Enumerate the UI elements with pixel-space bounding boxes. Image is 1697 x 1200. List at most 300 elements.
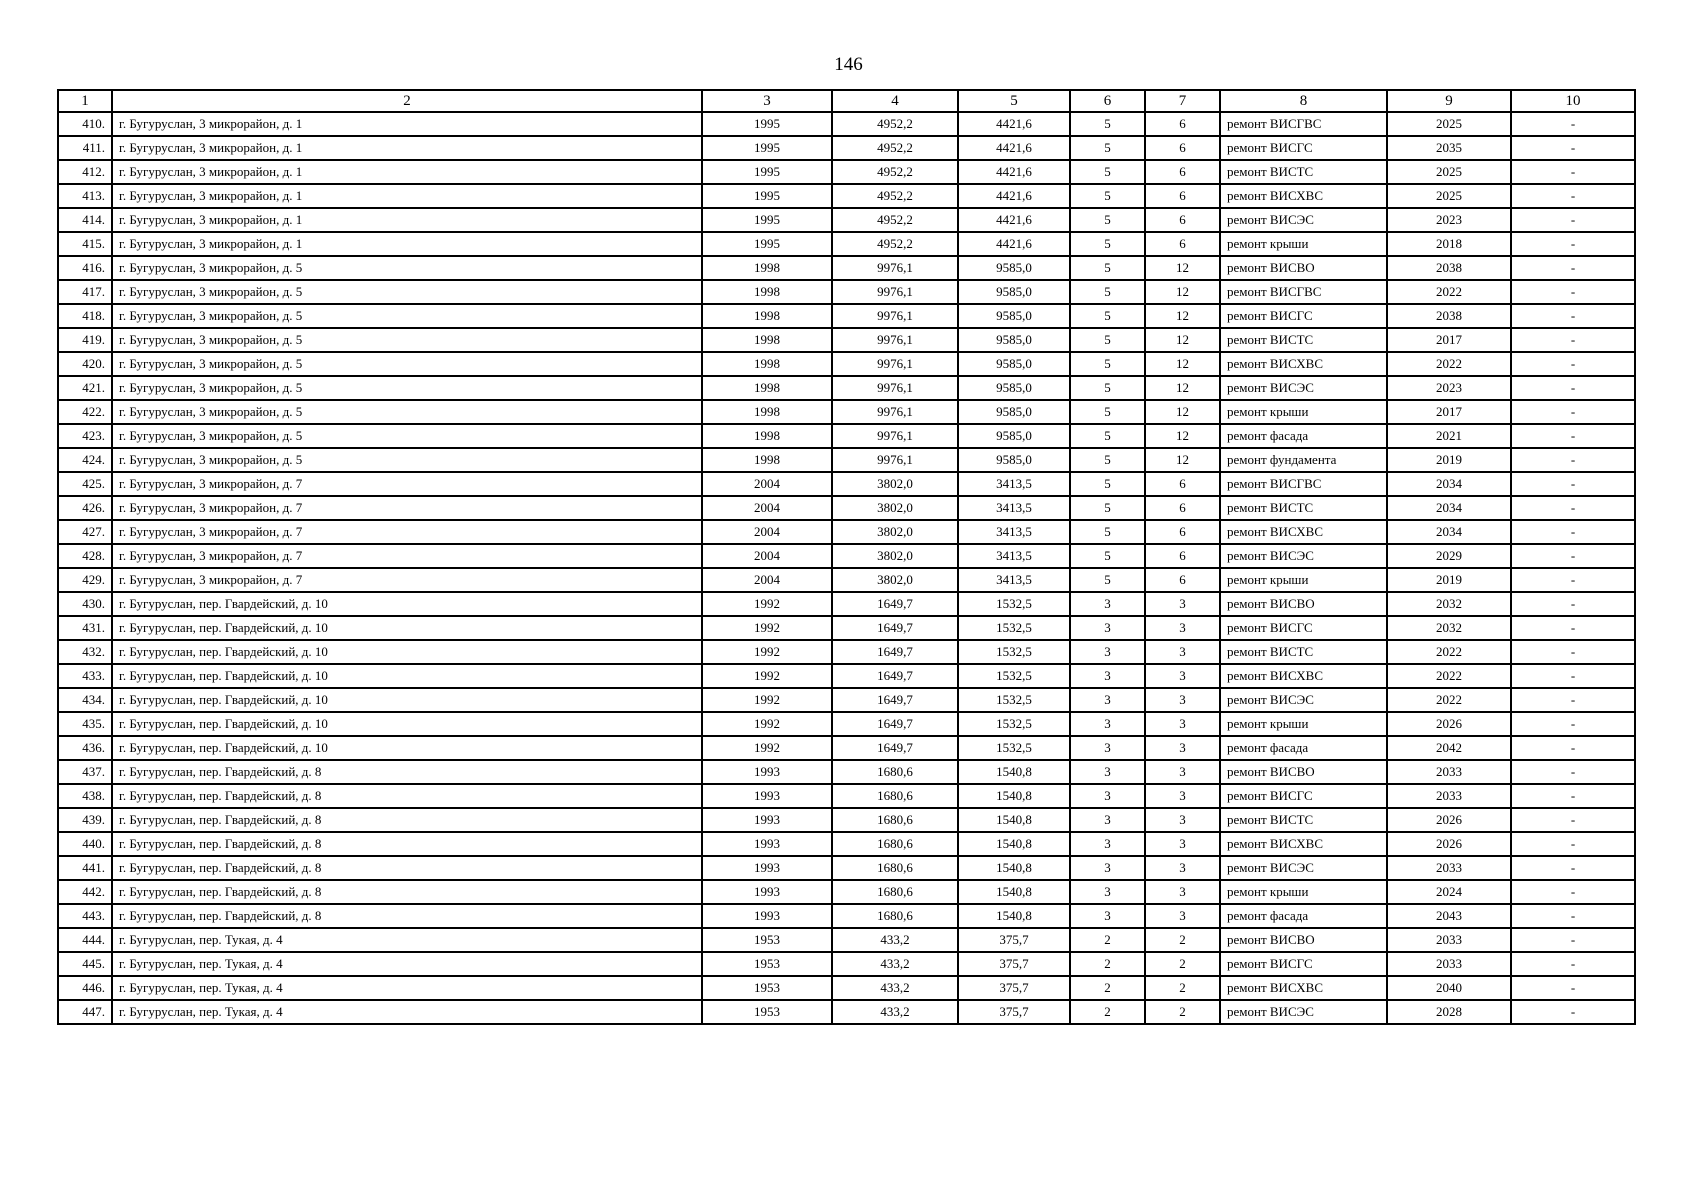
total-area-cell: 3802,0 bbox=[832, 520, 958, 544]
living-area-cell: 1532,5 bbox=[958, 616, 1070, 640]
living-area-cell: 3413,5 bbox=[958, 520, 1070, 544]
address-cell: г. Бугуруслан, пер. Гвардейский, д. 8 bbox=[112, 808, 702, 832]
living-area-cell: 9585,0 bbox=[958, 256, 1070, 280]
table-row bbox=[58, 160, 1635, 184]
row-number-cell: 425. bbox=[58, 472, 112, 496]
entrances-cell: 3 bbox=[1145, 616, 1220, 640]
floors-cell: 3 bbox=[1070, 592, 1145, 616]
work-type-cell: ремонт ВИСТС bbox=[1220, 160, 1387, 184]
table-row bbox=[58, 424, 1635, 448]
work-type-cell: ремонт ВИСЭС bbox=[1220, 688, 1387, 712]
table-row bbox=[58, 760, 1635, 784]
column-header: 10 bbox=[1511, 90, 1635, 112]
total-area-cell: 1649,7 bbox=[832, 688, 958, 712]
note-cell: - bbox=[1511, 880, 1635, 904]
planned-year-cell: 2025 bbox=[1387, 184, 1511, 208]
floors-cell: 5 bbox=[1070, 352, 1145, 376]
living-area-cell: 1532,5 bbox=[958, 640, 1070, 664]
total-area-cell: 1680,6 bbox=[832, 784, 958, 808]
floors-cell: 5 bbox=[1070, 400, 1145, 424]
total-area-cell: 4952,2 bbox=[832, 208, 958, 232]
year-cell: 1995 bbox=[702, 160, 832, 184]
work-type-cell: ремонт фасада bbox=[1220, 736, 1387, 760]
year-cell: 1998 bbox=[702, 280, 832, 304]
table-row bbox=[58, 520, 1635, 544]
entrances-cell: 12 bbox=[1145, 424, 1220, 448]
planned-year-cell: 2034 bbox=[1387, 520, 1511, 544]
floors-cell: 5 bbox=[1070, 208, 1145, 232]
floors-cell: 5 bbox=[1070, 448, 1145, 472]
year-cell: 1998 bbox=[702, 448, 832, 472]
planned-year-cell: 2026 bbox=[1387, 712, 1511, 736]
address-cell: г. Бугуруслан, 3 микрорайон, д. 1 bbox=[112, 232, 702, 256]
note-cell: - bbox=[1511, 904, 1635, 928]
total-area-cell: 9976,1 bbox=[832, 328, 958, 352]
work-type-cell: ремонт фасада bbox=[1220, 904, 1387, 928]
row-number-cell: 443. bbox=[58, 904, 112, 928]
year-cell: 1998 bbox=[702, 424, 832, 448]
year-cell: 1995 bbox=[702, 112, 832, 136]
floors-cell: 5 bbox=[1070, 256, 1145, 280]
address-cell: г. Бугуруслан, пер. Гвардейский, д. 8 bbox=[112, 904, 702, 928]
row-number-cell: 413. bbox=[58, 184, 112, 208]
note-cell: - bbox=[1511, 136, 1635, 160]
planned-year-cell: 2023 bbox=[1387, 208, 1511, 232]
address-cell: г. Бугуруслан, пер. Гвардейский, д. 10 bbox=[112, 616, 702, 640]
floors-cell: 5 bbox=[1070, 280, 1145, 304]
living-area-cell: 375,7 bbox=[958, 1000, 1070, 1024]
living-area-cell: 1540,8 bbox=[958, 832, 1070, 856]
work-type-cell: ремонт ВИСХВС bbox=[1220, 352, 1387, 376]
note-cell: - bbox=[1511, 160, 1635, 184]
address-cell: г. Бугуруслан, пер. Гвардейский, д. 8 bbox=[112, 760, 702, 784]
floors-cell: 5 bbox=[1070, 544, 1145, 568]
entrances-cell: 12 bbox=[1145, 400, 1220, 424]
planned-year-cell: 2022 bbox=[1387, 664, 1511, 688]
planned-year-cell: 2033 bbox=[1387, 928, 1511, 952]
year-cell: 2004 bbox=[702, 472, 832, 496]
floors-cell: 5 bbox=[1070, 136, 1145, 160]
work-type-cell: ремонт ВИСГВС bbox=[1220, 280, 1387, 304]
work-type-cell: ремонт крыши bbox=[1220, 568, 1387, 592]
note-cell: - bbox=[1511, 592, 1635, 616]
entrances-cell: 2 bbox=[1145, 952, 1220, 976]
address-cell: г. Бугуруслан, 3 микрорайон, д. 1 bbox=[112, 208, 702, 232]
floors-cell: 3 bbox=[1070, 736, 1145, 760]
row-number-cell: 441. bbox=[58, 856, 112, 880]
floors-cell: 5 bbox=[1070, 520, 1145, 544]
living-area-cell: 9585,0 bbox=[958, 352, 1070, 376]
work-type-cell: ремонт фасада bbox=[1220, 424, 1387, 448]
work-type-cell: ремонт ВИСГВС bbox=[1220, 112, 1387, 136]
note-cell: - bbox=[1511, 376, 1635, 400]
total-area-cell: 3802,0 bbox=[832, 496, 958, 520]
work-type-cell: ремонт ВИСГС bbox=[1220, 136, 1387, 160]
total-area-cell: 433,2 bbox=[832, 976, 958, 1000]
living-area-cell: 4421,6 bbox=[958, 160, 1070, 184]
note-cell: - bbox=[1511, 784, 1635, 808]
entrances-cell: 6 bbox=[1145, 184, 1220, 208]
row-number-cell: 414. bbox=[58, 208, 112, 232]
note-cell: - bbox=[1511, 616, 1635, 640]
note-cell: - bbox=[1511, 1000, 1635, 1024]
address-cell: г. Бугуруслан, 3 микрорайон, д. 5 bbox=[112, 376, 702, 400]
repair-schedule-table bbox=[57, 89, 1636, 1025]
floors-cell: 5 bbox=[1070, 568, 1145, 592]
work-type-cell: ремонт ВИСЭС bbox=[1220, 208, 1387, 232]
living-area-cell: 4421,6 bbox=[958, 208, 1070, 232]
work-type-cell: ремонт ВИСГС bbox=[1220, 952, 1387, 976]
entrances-cell: 2 bbox=[1145, 976, 1220, 1000]
entrances-cell: 6 bbox=[1145, 496, 1220, 520]
note-cell: - bbox=[1511, 544, 1635, 568]
work-type-cell: ремонт крыши bbox=[1220, 712, 1387, 736]
table-row bbox=[58, 448, 1635, 472]
living-area-cell: 9585,0 bbox=[958, 304, 1070, 328]
note-cell: - bbox=[1511, 976, 1635, 1000]
total-area-cell: 1680,6 bbox=[832, 760, 958, 784]
total-area-cell: 9976,1 bbox=[832, 424, 958, 448]
column-number-row bbox=[58, 90, 1635, 112]
work-type-cell: ремонт крыши bbox=[1220, 400, 1387, 424]
total-area-cell: 3802,0 bbox=[832, 544, 958, 568]
table-row bbox=[58, 184, 1635, 208]
floors-cell: 3 bbox=[1070, 712, 1145, 736]
floors-cell: 3 bbox=[1070, 640, 1145, 664]
column-header: 1 bbox=[58, 90, 112, 112]
floors-cell: 5 bbox=[1070, 304, 1145, 328]
planned-year-cell: 2022 bbox=[1387, 688, 1511, 712]
table-row bbox=[58, 1000, 1635, 1024]
row-number-cell: 417. bbox=[58, 280, 112, 304]
entrances-cell: 3 bbox=[1145, 856, 1220, 880]
total-area-cell: 9976,1 bbox=[832, 280, 958, 304]
table-row bbox=[58, 688, 1635, 712]
planned-year-cell: 2034 bbox=[1387, 496, 1511, 520]
year-cell: 1998 bbox=[702, 376, 832, 400]
work-type-cell: ремонт ВИСЭС bbox=[1220, 376, 1387, 400]
work-type-cell: ремонт ВИСВО bbox=[1220, 928, 1387, 952]
table-row bbox=[58, 136, 1635, 160]
floors-cell: 5 bbox=[1070, 160, 1145, 184]
year-cell: 1998 bbox=[702, 400, 832, 424]
planned-year-cell: 2017 bbox=[1387, 400, 1511, 424]
year-cell: 1998 bbox=[702, 304, 832, 328]
total-area-cell: 9976,1 bbox=[832, 304, 958, 328]
work-type-cell: ремонт ВИСТС bbox=[1220, 808, 1387, 832]
total-area-cell: 9976,1 bbox=[832, 256, 958, 280]
table-row bbox=[58, 952, 1635, 976]
address-cell: г. Бугуруслан, 3 микрорайон, д. 1 bbox=[112, 184, 702, 208]
address-cell: г. Бугуруслан, пер. Гвардейский, д. 10 bbox=[112, 736, 702, 760]
living-area-cell: 9585,0 bbox=[958, 448, 1070, 472]
entrances-cell: 3 bbox=[1145, 808, 1220, 832]
address-cell: г. Бугуруслан, 3 микрорайон, д. 5 bbox=[112, 400, 702, 424]
row-number-cell: 446. bbox=[58, 976, 112, 1000]
total-area-cell: 1649,7 bbox=[832, 592, 958, 616]
floors-cell: 3 bbox=[1070, 616, 1145, 640]
address-cell: г. Бугуруслан, пер. Гвардейский, д. 10 bbox=[112, 640, 702, 664]
planned-year-cell: 2029 bbox=[1387, 544, 1511, 568]
table-row bbox=[58, 592, 1635, 616]
table-row bbox=[58, 328, 1635, 352]
total-area-cell: 4952,2 bbox=[832, 184, 958, 208]
floors-cell: 5 bbox=[1070, 472, 1145, 496]
planned-year-cell: 2033 bbox=[1387, 952, 1511, 976]
address-cell: г. Бугуруслан, 3 микрорайон, д. 7 bbox=[112, 544, 702, 568]
year-cell: 2004 bbox=[702, 496, 832, 520]
entrances-cell: 3 bbox=[1145, 880, 1220, 904]
note-cell: - bbox=[1511, 640, 1635, 664]
address-cell: г. Бугуруслан, пер. Гвардейский, д. 10 bbox=[112, 688, 702, 712]
floors-cell: 3 bbox=[1070, 688, 1145, 712]
floors-cell: 5 bbox=[1070, 424, 1145, 448]
column-header: 6 bbox=[1070, 90, 1145, 112]
table-row bbox=[58, 616, 1635, 640]
year-cell: 1995 bbox=[702, 184, 832, 208]
address-cell: г. Бугуруслан, 3 микрорайон, д. 5 bbox=[112, 256, 702, 280]
living-area-cell: 3413,5 bbox=[958, 472, 1070, 496]
row-number-cell: 412. bbox=[58, 160, 112, 184]
row-number-cell: 429. bbox=[58, 568, 112, 592]
total-area-cell: 1649,7 bbox=[832, 664, 958, 688]
work-type-cell: ремонт крыши bbox=[1220, 880, 1387, 904]
row-number-cell: 424. bbox=[58, 448, 112, 472]
table-row bbox=[58, 304, 1635, 328]
total-area-cell: 433,2 bbox=[832, 1000, 958, 1024]
year-cell: 1993 bbox=[702, 808, 832, 832]
note-cell: - bbox=[1511, 232, 1635, 256]
row-number-cell: 432. bbox=[58, 640, 112, 664]
planned-year-cell: 2022 bbox=[1387, 640, 1511, 664]
note-cell: - bbox=[1511, 688, 1635, 712]
row-number-cell: 444. bbox=[58, 928, 112, 952]
note-cell: - bbox=[1511, 184, 1635, 208]
planned-year-cell: 2042 bbox=[1387, 736, 1511, 760]
floors-cell: 5 bbox=[1070, 328, 1145, 352]
year-cell: 1993 bbox=[702, 856, 832, 880]
table-row bbox=[58, 832, 1635, 856]
year-cell: 1998 bbox=[702, 256, 832, 280]
floors-cell: 3 bbox=[1070, 664, 1145, 688]
row-number-cell: 434. bbox=[58, 688, 112, 712]
address-cell: г. Бугуруслан, пер. Гвардейский, д. 8 bbox=[112, 880, 702, 904]
table-row bbox=[58, 568, 1635, 592]
work-type-cell: ремонт ВИСГС bbox=[1220, 616, 1387, 640]
table-row bbox=[58, 112, 1635, 136]
planned-year-cell: 2025 bbox=[1387, 160, 1511, 184]
entrances-cell: 6 bbox=[1145, 472, 1220, 496]
work-type-cell: ремонт ВИСТС bbox=[1220, 640, 1387, 664]
address-cell: г. Бугуруслан, пер. Тукая, д. 4 bbox=[112, 928, 702, 952]
table-row bbox=[58, 496, 1635, 520]
total-area-cell: 9976,1 bbox=[832, 352, 958, 376]
planned-year-cell: 2018 bbox=[1387, 232, 1511, 256]
living-area-cell: 9585,0 bbox=[958, 280, 1070, 304]
floors-cell: 5 bbox=[1070, 376, 1145, 400]
row-number-cell: 447. bbox=[58, 1000, 112, 1024]
row-number-cell: 440. bbox=[58, 832, 112, 856]
row-number-cell: 415. bbox=[58, 232, 112, 256]
note-cell: - bbox=[1511, 928, 1635, 952]
table-row bbox=[58, 736, 1635, 760]
planned-year-cell: 2019 bbox=[1387, 568, 1511, 592]
year-cell: 1993 bbox=[702, 832, 832, 856]
entrances-cell: 3 bbox=[1145, 784, 1220, 808]
entrances-cell: 12 bbox=[1145, 448, 1220, 472]
work-type-cell: ремонт ВИСВО bbox=[1220, 592, 1387, 616]
floors-cell: 3 bbox=[1070, 904, 1145, 928]
note-cell: - bbox=[1511, 808, 1635, 832]
entrances-cell: 3 bbox=[1145, 904, 1220, 928]
table-row bbox=[58, 856, 1635, 880]
total-area-cell: 3802,0 bbox=[832, 568, 958, 592]
note-cell: - bbox=[1511, 304, 1635, 328]
year-cell: 1998 bbox=[702, 352, 832, 376]
note-cell: - bbox=[1511, 400, 1635, 424]
floors-cell: 3 bbox=[1070, 784, 1145, 808]
planned-year-cell: 2021 bbox=[1387, 424, 1511, 448]
work-type-cell: ремонт ВИСВО bbox=[1220, 256, 1387, 280]
row-number-cell: 439. bbox=[58, 808, 112, 832]
column-header: 8 bbox=[1220, 90, 1387, 112]
note-cell: - bbox=[1511, 736, 1635, 760]
year-cell: 1993 bbox=[702, 784, 832, 808]
year-cell: 2004 bbox=[702, 520, 832, 544]
living-area-cell: 4421,6 bbox=[958, 136, 1070, 160]
planned-year-cell: 2026 bbox=[1387, 808, 1511, 832]
note-cell: - bbox=[1511, 496, 1635, 520]
living-area-cell: 1532,5 bbox=[958, 712, 1070, 736]
note-cell: - bbox=[1511, 112, 1635, 136]
entrances-cell: 2 bbox=[1145, 1000, 1220, 1024]
address-cell: г. Бугуруслан, 3 микрорайон, д. 7 bbox=[112, 568, 702, 592]
living-area-cell: 1540,8 bbox=[958, 856, 1070, 880]
row-number-cell: 422. bbox=[58, 400, 112, 424]
note-cell: - bbox=[1511, 568, 1635, 592]
floors-cell: 5 bbox=[1070, 496, 1145, 520]
living-area-cell: 1532,5 bbox=[958, 736, 1070, 760]
note-cell: - bbox=[1511, 664, 1635, 688]
work-type-cell: ремонт фундамента bbox=[1220, 448, 1387, 472]
address-cell: г. Бугуруслан, пер. Гвардейский, д. 10 bbox=[112, 592, 702, 616]
note-cell: - bbox=[1511, 472, 1635, 496]
entrances-cell: 6 bbox=[1145, 208, 1220, 232]
entrances-cell: 6 bbox=[1145, 136, 1220, 160]
address-cell: г. Бугуруслан, пер. Гвардейский, д. 8 bbox=[112, 856, 702, 880]
note-cell: - bbox=[1511, 256, 1635, 280]
table-row bbox=[58, 928, 1635, 952]
note-cell: - bbox=[1511, 760, 1635, 784]
year-cell: 2004 bbox=[702, 544, 832, 568]
table-row bbox=[58, 472, 1635, 496]
planned-year-cell: 2022 bbox=[1387, 280, 1511, 304]
entrances-cell: 6 bbox=[1145, 568, 1220, 592]
entrances-cell: 12 bbox=[1145, 376, 1220, 400]
year-cell: 1992 bbox=[702, 640, 832, 664]
entrances-cell: 2 bbox=[1145, 928, 1220, 952]
note-cell: - bbox=[1511, 208, 1635, 232]
year-cell: 1953 bbox=[702, 976, 832, 1000]
entrances-cell: 3 bbox=[1145, 592, 1220, 616]
total-area-cell: 1649,7 bbox=[832, 712, 958, 736]
table-body bbox=[58, 112, 1635, 1024]
row-number-cell: 420. bbox=[58, 352, 112, 376]
floors-cell: 5 bbox=[1070, 232, 1145, 256]
address-cell: г. Бугуруслан, 3 микрорайон, д. 5 bbox=[112, 424, 702, 448]
row-number-cell: 428. bbox=[58, 544, 112, 568]
row-number-cell: 442. bbox=[58, 880, 112, 904]
row-number-cell: 411. bbox=[58, 136, 112, 160]
entrances-cell: 12 bbox=[1145, 352, 1220, 376]
floors-cell: 2 bbox=[1070, 1000, 1145, 1024]
table-row bbox=[58, 880, 1635, 904]
floors-cell: 3 bbox=[1070, 856, 1145, 880]
planned-year-cell: 2017 bbox=[1387, 328, 1511, 352]
floors-cell: 3 bbox=[1070, 808, 1145, 832]
living-area-cell: 9585,0 bbox=[958, 376, 1070, 400]
table-row bbox=[58, 376, 1635, 400]
year-cell: 1992 bbox=[702, 664, 832, 688]
table-row bbox=[58, 256, 1635, 280]
work-type-cell: ремонт ВИСВО bbox=[1220, 760, 1387, 784]
living-area-cell: 1540,8 bbox=[958, 784, 1070, 808]
living-area-cell: 1540,8 bbox=[958, 880, 1070, 904]
planned-year-cell: 2040 bbox=[1387, 976, 1511, 1000]
planned-year-cell: 2033 bbox=[1387, 760, 1511, 784]
total-area-cell: 1680,6 bbox=[832, 904, 958, 928]
work-type-cell: ремонт ВИСГС bbox=[1220, 784, 1387, 808]
living-area-cell: 1532,5 bbox=[958, 688, 1070, 712]
planned-year-cell: 2043 bbox=[1387, 904, 1511, 928]
work-type-cell: ремонт ВИСТС bbox=[1220, 328, 1387, 352]
entrances-cell: 3 bbox=[1145, 760, 1220, 784]
entrances-cell: 12 bbox=[1145, 256, 1220, 280]
table-row bbox=[58, 232, 1635, 256]
entrances-cell: 12 bbox=[1145, 304, 1220, 328]
address-cell: г. Бугуруслан, 3 микрорайон, д. 7 bbox=[112, 520, 702, 544]
table-row bbox=[58, 544, 1635, 568]
note-cell: - bbox=[1511, 280, 1635, 304]
living-area-cell: 375,7 bbox=[958, 952, 1070, 976]
note-cell: - bbox=[1511, 424, 1635, 448]
total-area-cell: 4952,2 bbox=[832, 112, 958, 136]
planned-year-cell: 2032 bbox=[1387, 616, 1511, 640]
total-area-cell: 4952,2 bbox=[832, 136, 958, 160]
row-number-cell: 421. bbox=[58, 376, 112, 400]
address-cell: г. Бугуруслан, пер. Гвардейский, д. 10 bbox=[112, 664, 702, 688]
work-type-cell: ремонт ВИСХВС bbox=[1220, 184, 1387, 208]
address-cell: г. Бугуруслан, 3 микрорайон, д. 5 bbox=[112, 304, 702, 328]
column-header: 2 bbox=[112, 90, 702, 112]
living-area-cell: 9585,0 bbox=[958, 424, 1070, 448]
planned-year-cell: 2025 bbox=[1387, 112, 1511, 136]
entrances-cell: 6 bbox=[1145, 544, 1220, 568]
floors-cell: 3 bbox=[1070, 760, 1145, 784]
total-area-cell: 1680,6 bbox=[832, 808, 958, 832]
table-row bbox=[58, 784, 1635, 808]
living-area-cell: 4421,6 bbox=[958, 184, 1070, 208]
year-cell: 1992 bbox=[702, 688, 832, 712]
address-cell: г. Бугуруслан, пер. Гвардейский, д. 8 bbox=[112, 784, 702, 808]
address-cell: г. Бугуруслан, 3 микрорайон, д. 1 bbox=[112, 112, 702, 136]
living-area-cell: 375,7 bbox=[958, 928, 1070, 952]
row-number-cell: 430. bbox=[58, 592, 112, 616]
planned-year-cell: 2038 bbox=[1387, 256, 1511, 280]
entrances-cell: 3 bbox=[1145, 664, 1220, 688]
row-number-cell: 426. bbox=[58, 496, 112, 520]
planned-year-cell: 2033 bbox=[1387, 856, 1511, 880]
